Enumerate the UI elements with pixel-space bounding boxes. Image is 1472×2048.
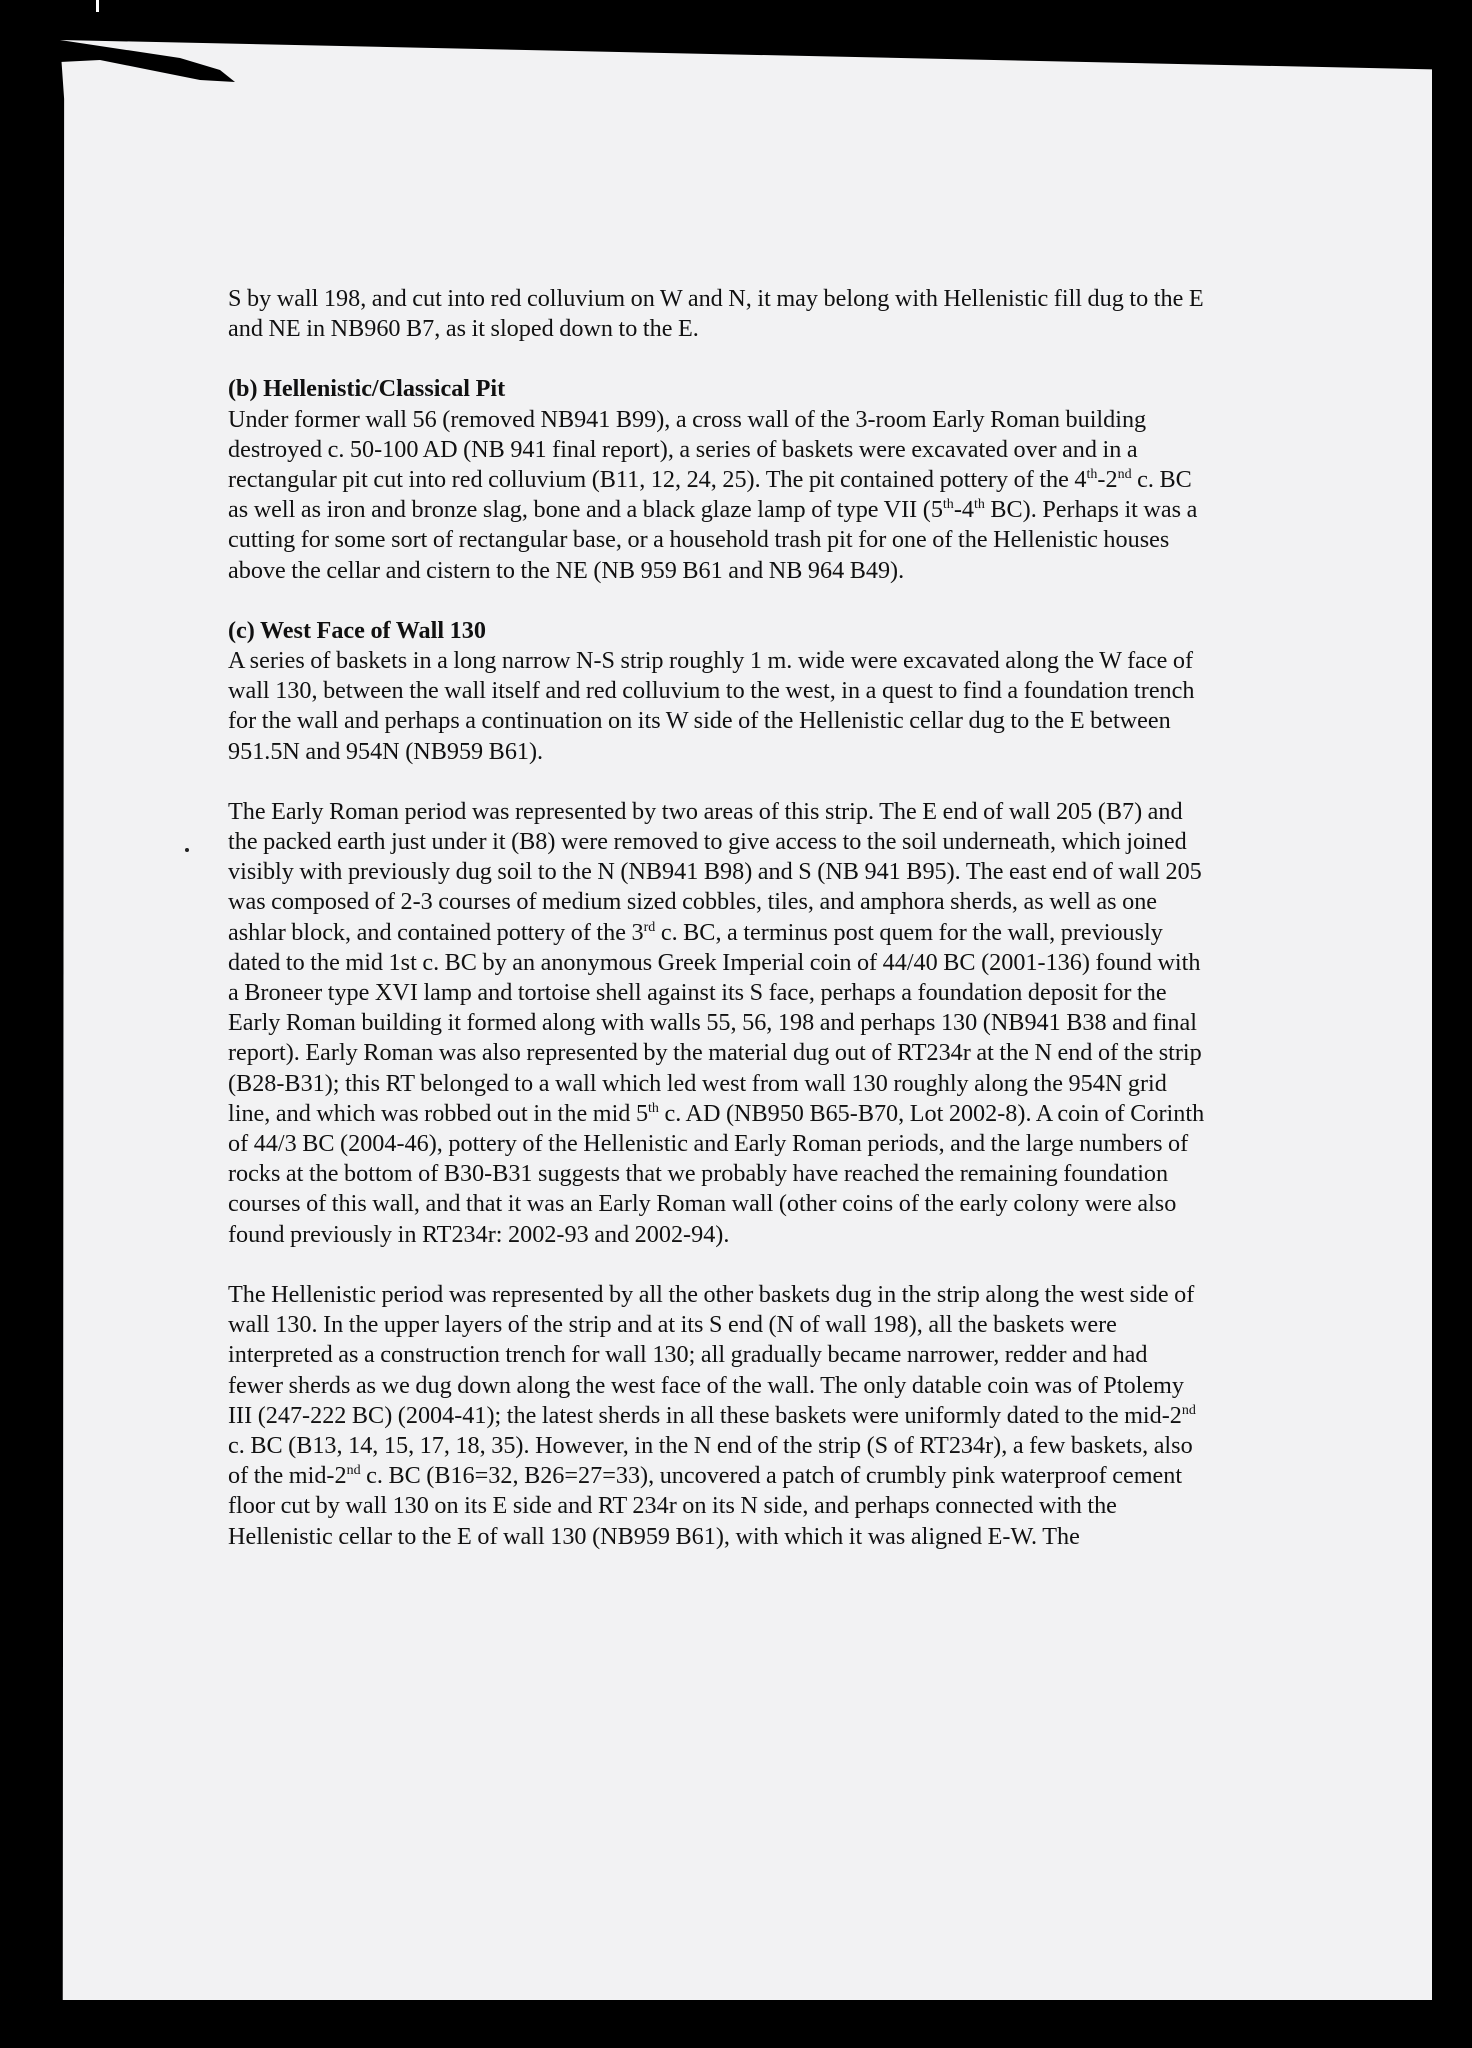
torn-corner-mark xyxy=(60,40,240,100)
section-c-paragraph-1: A series of baskets in a long narrow N-S strip roughly 1 m. wide were excavated along the W face of wall 130, between the wall itself and red colluvium to the west, in a quest to find a foundation trench for the wall and perhaps a continuation on its W side of the Hellenistic cellar dug to the E between 951.5N and 954N (NB959 B61). xyxy=(228,647,1195,765)
section-c-paragraph-2: The Early Roman period was represented by two areas of this strip. The E end of wall 205 (B7) and the packed earth just under it (B8) were removed to give access to the soil underneath, which joined visibly with previously dug soil to the N (NB941 B98) and S (NB 941 B95). The east end of wall 205 was composed of 2-3 courses of medium sized cobbles, tiles, and amphora sherds, as well as one ashlar block, and contained pottery of the 3rd c. BC, a terminus post quem for the wall, previously dated to the mid 1st c. BC by an anonymous Greek Imperial coin of 44/40 BC (2001-136) found with a Broneer type XVI lamp and tortoise shell against its S face, perhaps a foundation deposit for the Early Roman building it formed along with walls 55, 56, 198 and perhaps 130 (NB941 B38 and final report). Early Roman was also represented by the material dug out of RT234r at the N end of the strip (B28-B31); this RT belonged to a wall which led west from wall 130 roughly along the 954N grid line, and which was robbed out in the mid 5th c. AD (NB950 B65-B70, Lot 2002-8). A coin of Corinth of 44/3 BC (2004-46), pottery of the Hellenistic and Early Roman periods, and the large numbers of rocks at the bottom of B30-B31 suggests that we probably have reached the remaining foundation courses of this wall, and that it was an Early Roman wall (other coins of the early colony were also found previously in RT234r: 2002-93 and 2002-94). xyxy=(228,797,1205,1248)
section-c-paragraph-3: The Hellenistic period was represented by all the other baskets dug in the strip along the west side of wall 130. In the upper layers of the strip and at its S end (N of wall 198), all the baskets were interpreted as a construction trench for wall 130; all gradually became narrower, redder and had fewer sherds as we dug down along the west face of the wall. The only datable coin was of Ptolemy III (247-222 BC) (2004-41); the latest sherds in all these baskets were uniformly dated to the mid-2nd c. BC (B13, 14, 15, 17, 18, 35). However, in the N end of the strip (S of RT234r), a few baskets, also of the mid-2nd c. BC (B16=32, B26=27=33), uncovered a patch of crumbly pink waterproof cement floor cut by wall 130 on its E side and RT 234r on its N side, and perhaps connected with the Hellenistic cellar to the E of wall 130 (NB959 B61), with which it was aligned E-W. The xyxy=(228,1280,1196,1550)
intro-paragraph: S by wall 198, and cut into red colluvium on W and N, it may belong with Hellenistic fill dug to the E and NE in NB960 B7, as it sloped down to the E. xyxy=(228,285,1204,343)
scan-edge-mark xyxy=(96,0,99,12)
section-b-heading: (b) Hellenistic/Classical Pit xyxy=(228,375,506,403)
document-body xyxy=(228,284,1208,1582)
section-b-paragraph: Under former wall 56 (removed NB941 B99), a cross wall of the 3-room Early Roman building destroyed c. 50-100 AD (NB 941 final report), a series of baskets were excavated over and in a rectangular pit cut into red colluvium (B11, 12, 24, 25). The pit contained pottery of the 4th-2nd c. BC as well as iron and bronze slag, bone and a black glaze lamp of type VII (5th-4th BC). Perhaps it was a cutting for some sort of rectangular base, or a household trash pit for one of the Hellenistic houses above the cellar and cistern to the NE (NB 959 B61 and NB 964 B49). xyxy=(228,405,1198,584)
section-c-heading: (c) West Face of Wall 130 xyxy=(228,616,486,644)
stray-mark xyxy=(185,848,189,852)
